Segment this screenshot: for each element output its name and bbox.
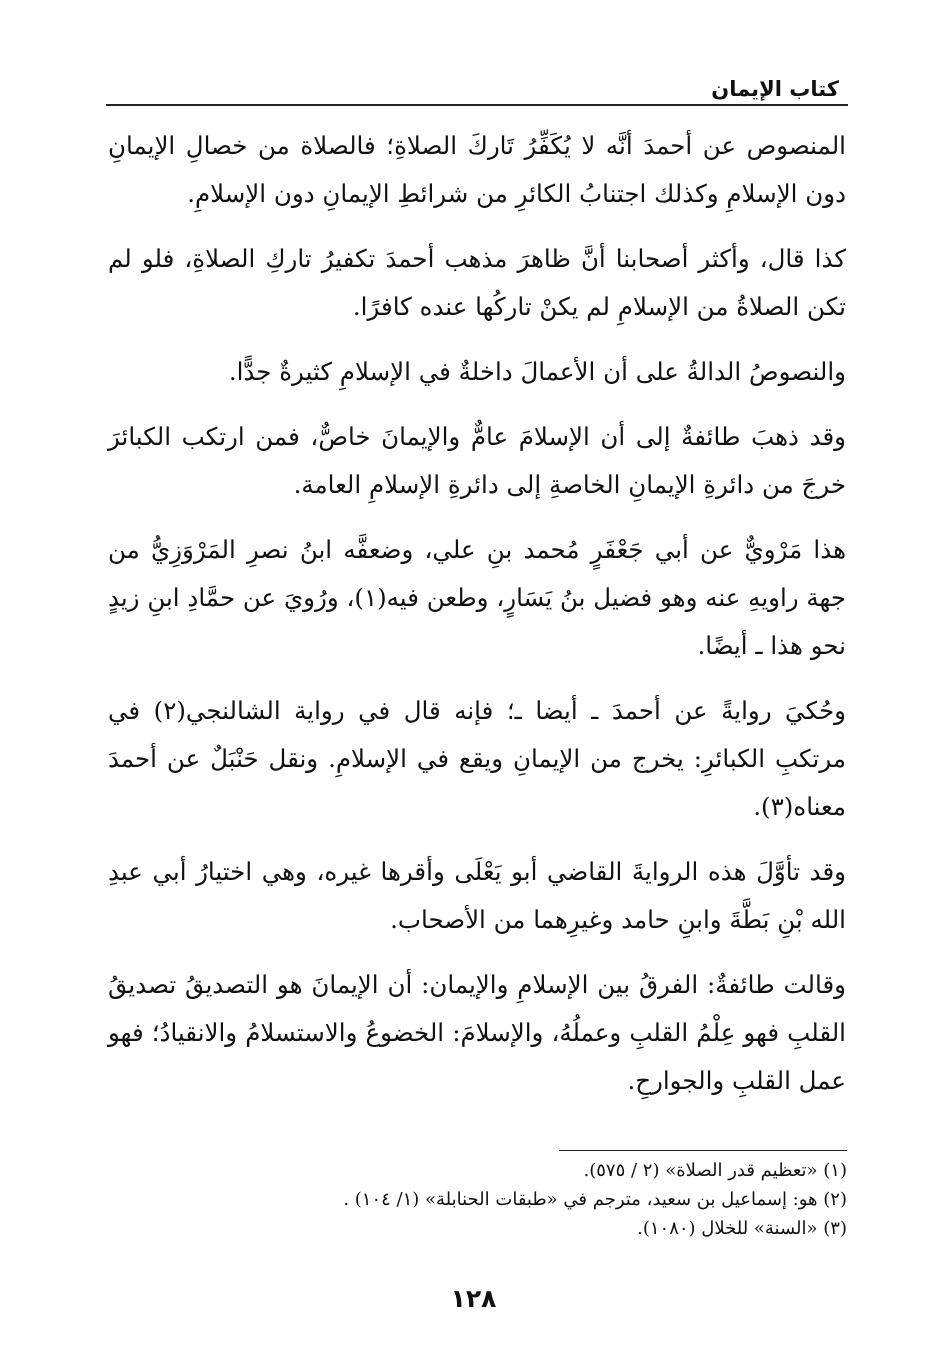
paragraph: وقد تأوَّلَ هذه الروايةَ القاضي أبو يَعْلَى وأقرها غيره، وهي اختيارُ أبي عبدِ الله بْنِ بَطَّةَ وابنِ حامد وغيرِهما من الأصحاب. bbox=[108, 857, 846, 934]
paragraph: وقد ذهبَ طائفةٌ إلى أن الإسلامَ عامٌّ والإيمانَ خاصٌّ، فمن ارتكب الكبائرَ خرجَ من دائرةِ الإيمانِ الخاصةِ إلى دائرةِ الإسلامِ العامة. bbox=[108, 422, 846, 499]
header-rule bbox=[106, 104, 848, 106]
main-text bbox=[108, 122, 846, 1122]
paragraph: المنصوص عن أحمدَ أنَّه لا يُكَفِّرُ تَاركَ الصلاةِ؛ فالصلاة من خصالِ الإيمانِ دون الإسلامِ وكذلك اجتنابُ الكائرِ من شرائطِ الإيمانِ دون الإسلامِ. bbox=[108, 131, 846, 208]
paragraph: هذا مَرْويٌّ عن أبي جَعْفَرٍ مُحمد بنِ علي، وضعفَّه ابنُ نصرِ المَرْوَزِيُّ من جهة راويهِ عنه وهو فضيل بنُ يَسَارٍ، وطعن فيه(١)، ورُويَ عن حمَّادِ ابنِ زيدٍ نحو هذا ـ أيضًا. bbox=[108, 535, 846, 660]
page-number: ١٢٨ bbox=[450, 1284, 497, 1313]
paragraph: كذا قال، وأكثر أصحابنا أنَّ ظاهرَ مذهب أحمدَ تكفيرُ تاركِ الصلاةِ، فلو لم تكن الصلاةُ من الإسلامِ لم يكنْ تاركُها عنده كافرًا. bbox=[108, 244, 846, 321]
footnote-rule bbox=[559, 1150, 847, 1151]
paragraph: وقالت طائفةٌ: الفرقُ بين الإسلامِ والإيمان: أن الإيمانَ هو التصديقُ تصديقُ القلبِ فهو عِلْمُ القلبِ وعملُهُ، والإسلامَ: الخضوعُ والاستسلامُ والانقيادُ؛ فهو عمل القلبِ والجوارحِ. bbox=[108, 970, 846, 1095]
paragraph: وحُكيَ روايةً عن أحمدَ ـ أيضا ـ؛ فإنه قال في رواية الشالنجي(٢) في مرتكبِ الكبائرِ: يخرج من الإيمانِ ويقع في الإسلامِ. ونقل حَنْبَلٌ عن أحمدَ معناه(٣). bbox=[108, 696, 846, 821]
running-head: كتاب الإيمان bbox=[711, 77, 839, 101]
footnote: (١) «تعظيم قدر الصلاة» (٢ / ٥٧٥). bbox=[583, 1160, 847, 1181]
footnote: (٣) «السنة» للخلال (١٠٨٠). bbox=[637, 1218, 847, 1239]
footnote: (٢) هو: إسماعيل بن سعيد، مترجم في «طبقات الحنابلة» (١/ ١٠٤) . bbox=[343, 1189, 847, 1210]
paragraph: والنصوصُ الدالةُ على أن الأعمالَ داخلةٌ في الإسلامِ كثيرةٌ جدًّا. bbox=[228, 357, 846, 386]
footnotes bbox=[107, 1156, 847, 1243]
